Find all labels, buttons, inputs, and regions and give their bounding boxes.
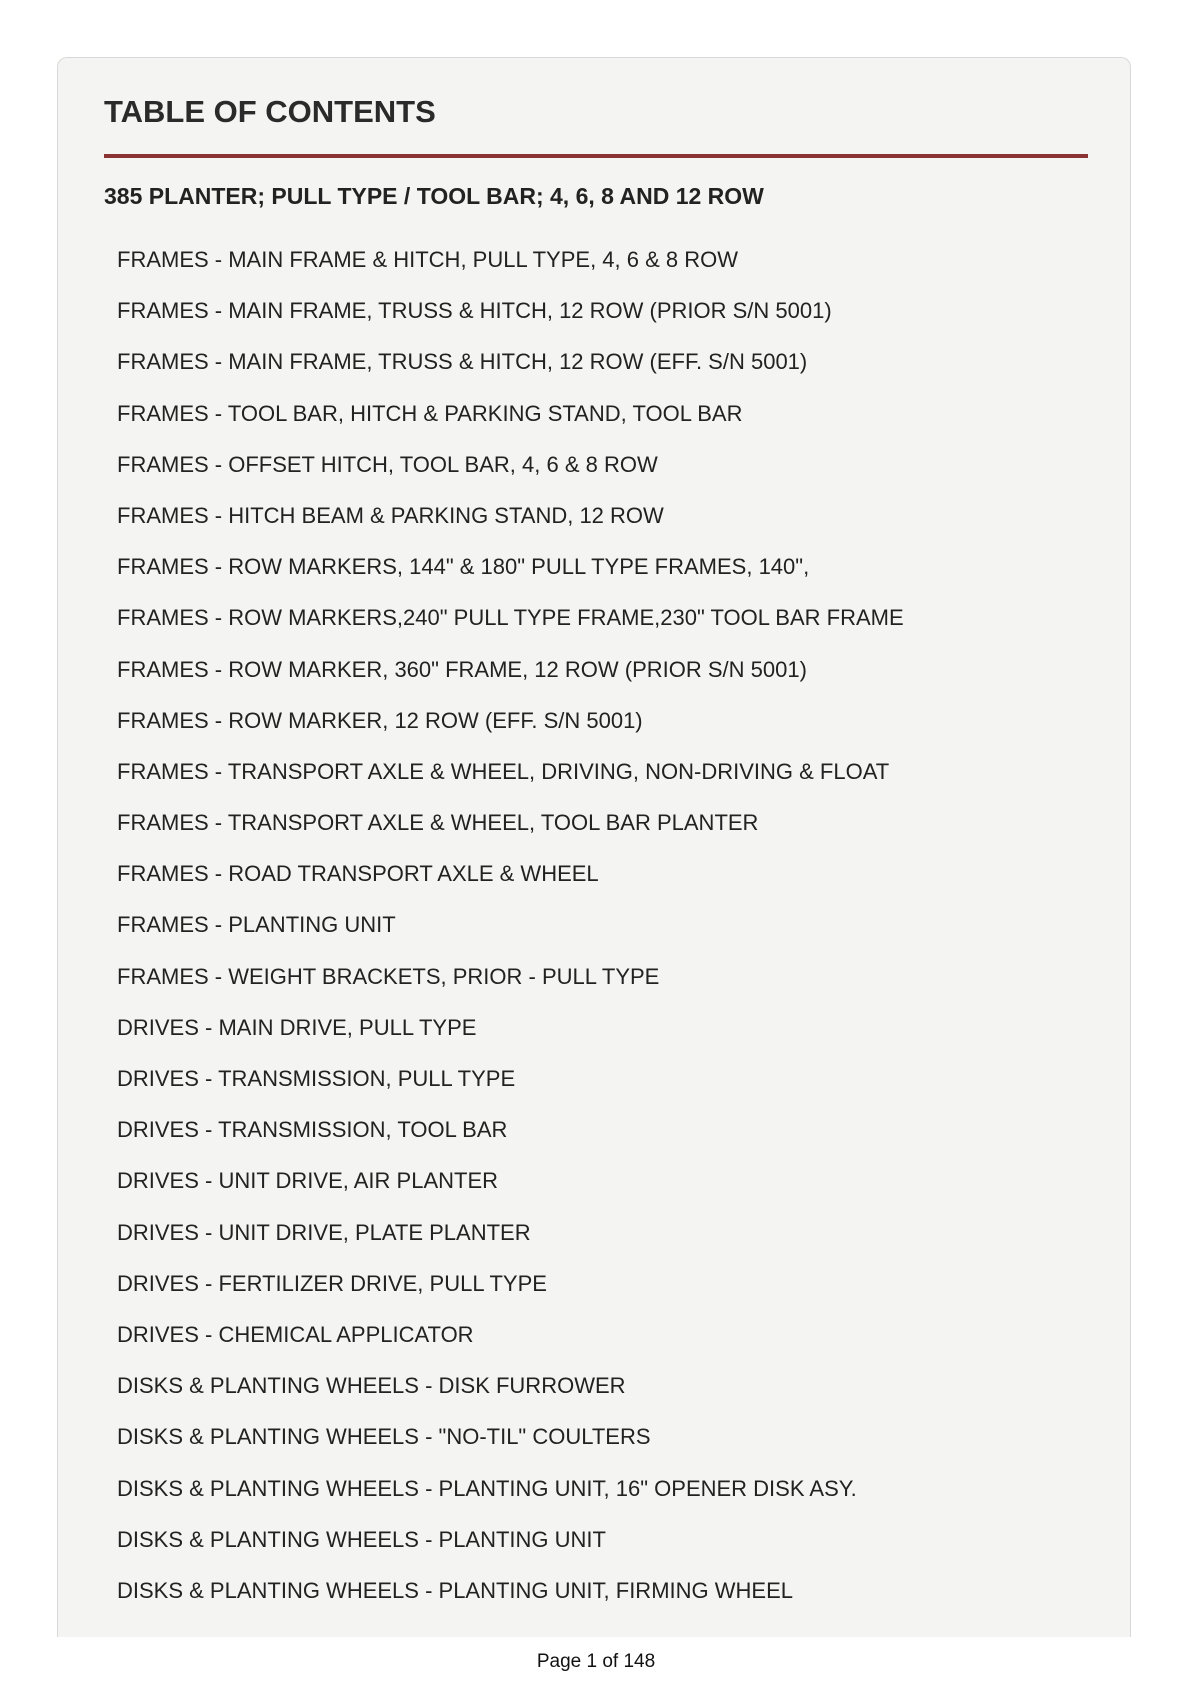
toc-entry[interactable]: FRAMES - ROAD TRANSPORT AXLE & WHEEL bbox=[117, 861, 599, 887]
toc-entry[interactable]: FRAMES - TRANSPORT AXLE & WHEEL, DRIVING, NON-DRIVING & FLOAT bbox=[117, 758, 890, 784]
toc-entry[interactable]: DRIVES - CHEMICAL APPLICATOR bbox=[117, 1321, 474, 1347]
toc-entry[interactable]: DISKS & PLANTING WHEELS - DISK FURROWER bbox=[117, 1373, 626, 1399]
toc-entry[interactable]: DISKS & PLANTING WHEELS - PLANTING UNIT, 16" OPENER DISK ASY. bbox=[117, 1475, 857, 1501]
toc-entry[interactable]: FRAMES - ROW MARKER, 12 ROW (EFF. S/N 5001) bbox=[117, 707, 643, 733]
section-heading: 385 PLANTER; PULL TYPE / TOOL BAR; 4, 6, 8 AND 12 ROW bbox=[104, 183, 764, 209]
toc-entry[interactable]: DRIVES - FERTILIZER DRIVE, PULL TYPE bbox=[117, 1270, 547, 1296]
toc-entry[interactable]: FRAMES - ROW MARKER, 360" FRAME, 12 ROW (PRIOR S/N 5001) bbox=[117, 656, 807, 682]
toc-entry[interactable]: DRIVES - UNIT DRIVE, AIR PLANTER bbox=[117, 1168, 499, 1194]
toc-entry[interactable]: FRAMES - PLANTING UNIT bbox=[117, 912, 396, 938]
page-number: Page 1 of 148 bbox=[536, 1651, 656, 1672]
toc-entry[interactable]: FRAMES - HITCH BEAM & PARKING STAND, 12 ROW bbox=[117, 502, 664, 528]
toc-entry[interactable]: FRAMES - TOOL BAR, HITCH & PARKING STAND, TOOL BAR bbox=[117, 400, 743, 426]
page-title: TABLE OF CONTENTS bbox=[104, 94, 436, 129]
toc-entry[interactable]: DRIVES - UNIT DRIVE, PLATE PLANTER bbox=[117, 1219, 531, 1245]
toc-list bbox=[117, 248, 904, 1630]
toc-entry[interactable]: FRAMES - MAIN FRAME, TRUSS & HITCH, 12 ROW (PRIOR S/N 5001) bbox=[117, 298, 832, 324]
toc-entry[interactable]: DISKS & PLANTING WHEELS - PLANTING UNIT, FIRMING WHEEL bbox=[117, 1577, 793, 1603]
toc-entry[interactable]: FRAMES - TRANSPORT AXLE & WHEEL, TOOL BAR PLANTER bbox=[117, 810, 759, 836]
toc-entry[interactable]: FRAMES - WEIGHT BRACKETS, PRIOR - PULL TYPE bbox=[117, 963, 660, 989]
toc-entry[interactable]: FRAMES - ROW MARKERS, 144" & 180" PULL TYPE FRAMES, 140", bbox=[117, 554, 810, 580]
toc-entry[interactable]: FRAMES - MAIN FRAME & HITCH, PULL TYPE, 4, 6 & 8 ROW bbox=[117, 247, 738, 272]
toc-entry[interactable]: FRAMES - OFFSET HITCH, TOOL BAR, 4, 6 & 8 ROW bbox=[117, 451, 658, 477]
toc-panel bbox=[57, 57, 1131, 1637]
toc-entry[interactable]: DISKS & PLANTING WHEELS - PLANTING UNIT bbox=[117, 1526, 606, 1552]
title-divider bbox=[104, 154, 1088, 158]
toc-entry[interactable]: DRIVES - TRANSMISSION, TOOL BAR bbox=[117, 1117, 508, 1143]
toc-entry[interactable]: DRIVES - MAIN DRIVE, PULL TYPE bbox=[117, 1014, 477, 1040]
toc-entry[interactable]: FRAMES - MAIN FRAME, TRUSS & HITCH, 12 ROW (EFF. S/N 5001) bbox=[117, 349, 808, 375]
toc-entry[interactable]: DISKS & PLANTING WHEELS - "NO-TIL" COULTERS bbox=[117, 1424, 651, 1450]
toc-entry[interactable]: FRAMES - ROW MARKERS,240" PULL TYPE FRAME,230" TOOL BAR FRAME bbox=[117, 605, 904, 631]
toc-entry[interactable]: DRIVES - TRANSMISSION, PULL TYPE bbox=[117, 1066, 516, 1091]
